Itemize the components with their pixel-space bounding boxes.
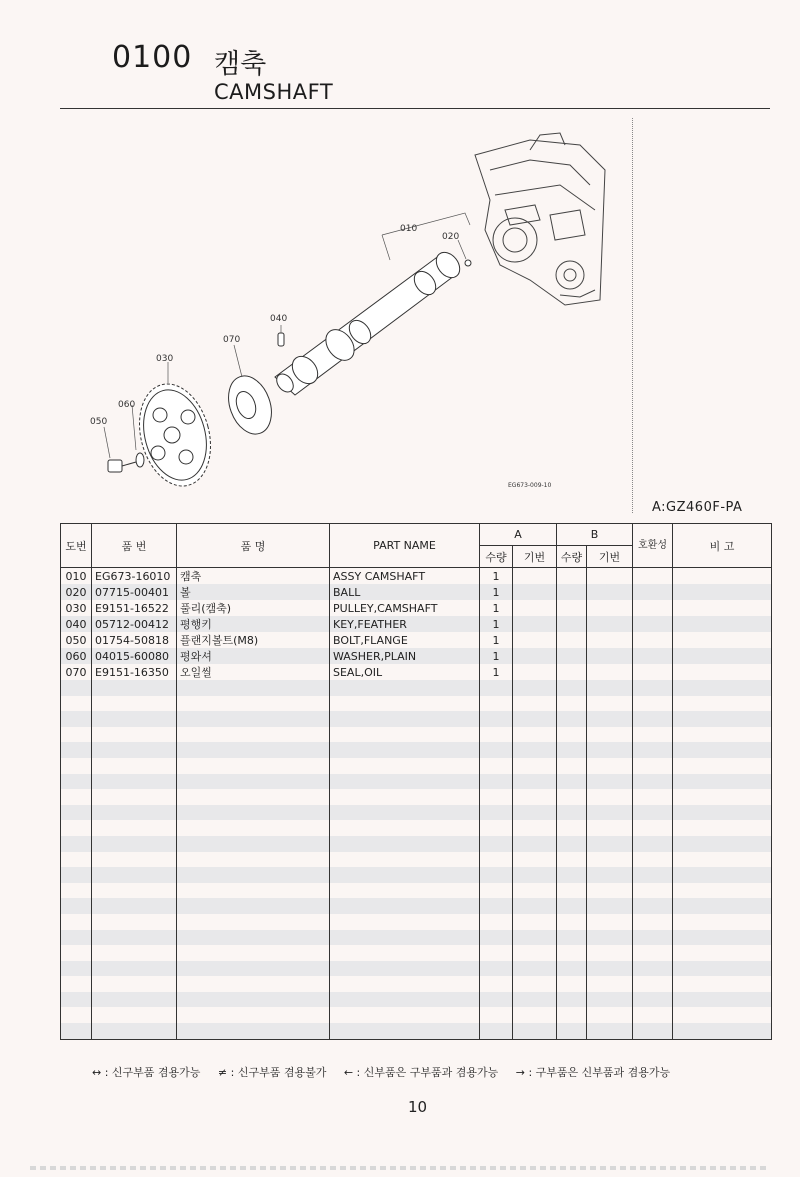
col-header-compat: 호환성 <box>633 524 673 568</box>
callout-060: 060 <box>118 400 136 410</box>
row-no: 030 <box>61 600 92 616</box>
callout-030: 030 <box>156 354 174 364</box>
engine-block <box>475 133 605 305</box>
col-header-name-kr: 품 명 <box>177 524 330 568</box>
empty-row <box>61 945 772 961</box>
parts-table-body <box>61 568 772 1040</box>
row-part-no: 01754-50818 <box>92 632 177 648</box>
callout-070: 070 <box>223 335 241 345</box>
table-row <box>61 600 772 616</box>
plain-washer-part <box>136 453 144 467</box>
empty-row <box>61 914 772 930</box>
ball-part <box>465 260 471 266</box>
col-header-remarks: 비 고 <box>673 524 772 568</box>
row-part-name: WASHER,PLAIN <box>330 648 480 664</box>
page-number: 10 <box>408 1098 428 1116</box>
row-qty: 1 <box>480 568 513 585</box>
col-header-part-name: PART NAME <box>330 524 480 568</box>
row-name-kr: 평행키 <box>177 616 330 632</box>
col-header-base-b: 기번 <box>587 546 633 568</box>
empty-row <box>61 930 772 946</box>
row-part-name: SEAL,OIL <box>330 664 480 680</box>
empty-row <box>61 976 772 992</box>
header-divider <box>60 108 770 109</box>
row-qty: 1 <box>480 648 513 664</box>
empty-row <box>61 758 772 774</box>
row-part-no: E9151-16350 <box>92 664 177 680</box>
row-qty: 1 <box>480 584 513 600</box>
feather-key-part <box>278 333 284 346</box>
row-no: 070 <box>61 664 92 680</box>
table-row <box>61 664 772 680</box>
legend-item: ← : 신부품은 구부품과 겸용가능 <box>343 1066 499 1079</box>
empty-row <box>61 727 772 743</box>
empty-row <box>61 852 772 868</box>
flange-bolt-part <box>108 460 136 472</box>
empty-row <box>61 774 772 790</box>
empty-row <box>61 820 772 836</box>
row-name-kr: 플랜지볼트(M8) <box>177 632 330 648</box>
section-code: 0100 <box>112 40 193 75</box>
row-qty: 1 <box>480 664 513 680</box>
empty-row <box>61 883 772 899</box>
row-no: 040 <box>61 616 92 632</box>
row-part-name: KEY,FEATHER <box>330 616 480 632</box>
row-qty: 1 <box>480 632 513 648</box>
legend-item: → : 구부품은 신부품과 겸용가능 <box>515 1066 671 1079</box>
row-name-kr: 평와셔 <box>177 648 330 664</box>
legend-item: ≠ : 신구부품 겸용불가 <box>217 1066 327 1079</box>
empty-row <box>61 789 772 805</box>
row-part-no: 04015-60080 <box>92 648 177 664</box>
oil-seal-part <box>221 370 279 440</box>
row-qty: 1 <box>480 600 513 616</box>
callout-040: 040 <box>270 314 288 324</box>
col-header-qty-b: 수량 <box>557 546 587 568</box>
empty-row <box>61 711 772 727</box>
row-name-kr: 풀리(캠축) <box>177 600 330 616</box>
table-row <box>61 632 772 648</box>
row-part-no: E9151-16522 <box>92 600 177 616</box>
empty-row <box>61 1023 772 1039</box>
row-no: 060 <box>61 648 92 664</box>
model-label: A:GZ460F-PA <box>652 500 743 515</box>
row-part-no: 05712-00412 <box>92 616 177 632</box>
compatibility-legend <box>92 1064 684 1080</box>
camshaft-pulley-part <box>129 376 222 494</box>
table-row <box>61 568 772 585</box>
empty-row <box>61 680 772 696</box>
col-header-part-no: 품 번 <box>92 524 177 568</box>
row-name-kr: 캠축 <box>177 568 330 585</box>
table-row <box>61 616 772 632</box>
empty-row <box>61 696 772 712</box>
diagram-border <box>632 118 633 513</box>
row-part-no: EG673-16010 <box>92 568 177 585</box>
empty-row <box>61 898 772 914</box>
row-no: 050 <box>61 632 92 648</box>
table-row <box>61 584 772 600</box>
table-row <box>61 648 772 664</box>
row-part-name: ASSY CAMSHAFT <box>330 568 480 585</box>
empty-row <box>61 992 772 1008</box>
col-header-group-b: B <box>557 524 633 546</box>
empty-row <box>61 867 772 883</box>
row-name-kr: 볼 <box>177 584 330 600</box>
empty-row <box>61 1007 772 1023</box>
row-qty: 1 <box>480 616 513 632</box>
row-part-no: 07715-00401 <box>92 584 177 600</box>
empty-row <box>61 961 772 977</box>
camshaft-exploded-diagram <box>60 115 635 515</box>
row-part-name: PULLEY,CAMSHAFT <box>330 600 480 616</box>
row-part-name: BALL <box>330 584 480 600</box>
col-header-base-a: 기번 <box>513 546 557 568</box>
col-header-no: 도번 <box>61 524 92 568</box>
figure-id: EG673-009-10 <box>508 482 552 489</box>
callout-020: 020 <box>442 232 460 242</box>
row-part-name: BOLT,FLANGE <box>330 632 480 648</box>
row-name-kr: 오일씰 <box>177 664 330 680</box>
camshaft <box>273 248 464 395</box>
empty-row <box>61 836 772 852</box>
row-no: 020 <box>61 584 92 600</box>
empty-row <box>61 805 772 821</box>
section-title-english: CAMSHAFT <box>214 80 334 104</box>
callout-050: 050 <box>90 417 108 427</box>
col-header-qty-a: 수량 <box>480 546 513 568</box>
scan-edge <box>30 1166 770 1170</box>
empty-row <box>61 742 772 758</box>
callout-010: 010 <box>400 224 418 234</box>
row-no: 010 <box>61 568 92 585</box>
section-title-korean: 캠축 <box>214 49 267 80</box>
col-header-group-a: A <box>480 524 557 546</box>
parts-table <box>60 523 772 1040</box>
legend-item: ↔ : 신구부품 겸용가능 <box>92 1066 201 1079</box>
